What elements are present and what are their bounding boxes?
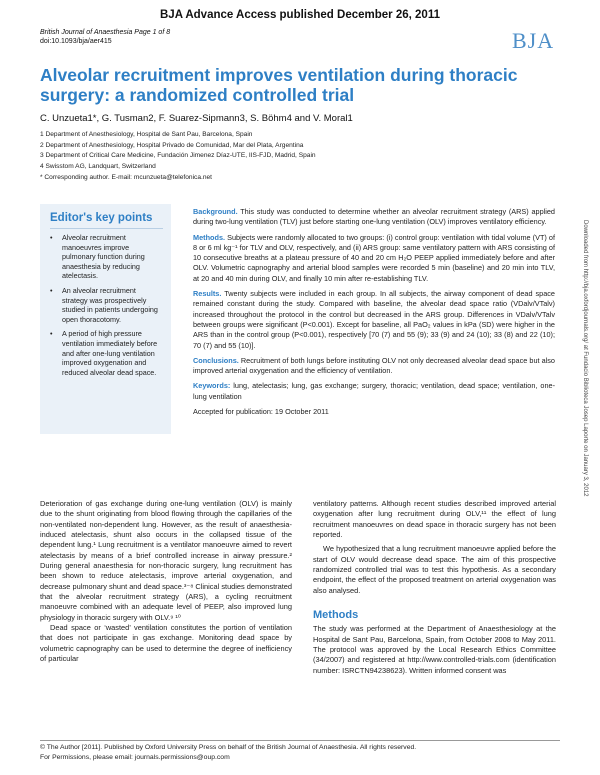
accepted-date: Accepted for publication: 19 October 2011 [193,407,329,417]
keywords-text: lung, atelectasis; lung, gas exchange; surgery, thoracic; ventilation, dead space; ventilation, one-lung ventilation [193,381,555,401]
key-points-heading: Editor's key points [50,212,153,224]
journal-info [40,28,170,46]
body-paragraph: Dead space or ‘wasted’ ventilation constitutes the portion of ventilation that does not participate in gas exchange. Monitoring dead space by volumetric capnography can be used to determine the degree of inefficiency of particular [40,623,292,664]
abstract-methods [193,233,555,284]
abstract-methods-text: Subjects were randomly allocated to two groups: (i) control group: ventilation with tidal volume (VT) of 8 or 6 ml kg⁻¹ for TLV and OLV, respectively, and (ii) ARS group: same ventilatory pattern with ARS consisting of 10 consecutive breaths at a plateau pressure of 40 and 20 cm H₂O PEEP applied immediately before and after OLV. Volumetric capnography and arterial blood samples were recorded 5 min (baseline) and 20 min into TLV, at 20 and 40 min during OLV, and finally 10 min after re-establishing TLV. [193,232,556,283]
advance-access-banner: BJA Advance Access published December 26, 2011 [160,9,440,21]
article-title: Alveolar recruitment improves ventilation during thoracic surgery: a randomized controlled trial [40,65,518,105]
body-paragraph: Deterioration of gas exchange during one-lung ventilation (OLV) is mainly due to the shunt originating from blood flowing through the capillaries of the non-ventilated non-dependent lung. However, as the result of anaesthesia-induced atelectasis, shunt also occurs in the collapsed tissue of the dependent lung.¹ Lung recruitment is a ventilator manoeuvre aimed to revert atelectasis by means of a brief controlled increase in airway pressure.² During general anaesthesia for non-thoracic surgery, lung recruitment has been shown to reduce atelectasis, improve arterial oxygenation, and decrease pulmonary shunt and dead space.³⁻⁸ Clinical studies demonstrated that the alveolar recruitment strategy (ARS), a cycling recruitment manoeuvre combined with an adequate level of PEEP, also improved lung physiology in thoracic surgery with OLV.⁹ ¹⁰ [40,499,292,622]
body-paragraph: The study was performed at the Department of Anaesthesiology at the Hospital de Sant Pau, Barcelona, Spain, from October 2008 to May 2011. The protocol was approved by the Local Research Ethics Committee (34/2007) and registered at http://www.controlled-trials.com (identification number: ISRCTN94238623). Written informed consent was [313,624,556,675]
key-point: • A period of high pressure ventilation immediately before and after one-lung ventilation improved oxygenation and reduced alveolar dead space. [50,329,163,377]
abstract [193,207,555,422]
abstract-background-label: Background. [193,207,238,216]
footer-divider [40,740,560,741]
abstract-conclusions [193,356,555,377]
methods-heading: Methods [313,609,359,622]
keywords [193,381,555,402]
author-list: C. Unzueta1*, G. Tusman2, F. Suarez-Sipmann3, S. Böhm4 and V. Moral1 [40,113,353,124]
abstract-background-text: This study was conducted to determine whether an alveolar recruitment strategy (ARS) applied during two-lung ventilation (TLV) just before starting one-lung ventilation (OLV) improves ventilatory efficiency. [193,207,555,227]
affiliation-4: 4 Swisstom AG, Landquart, Switzerland [40,163,156,171]
key-point: • Alveolar recruitment manoeuvres improve pulmonary function during anaesthesia by reducing atelectasis. [50,228,163,281]
key-point: • An alveolar recruitment strategy was prospectively studied in patients undergoing open thoracotomy. [50,286,163,324]
body-column-left [40,499,292,665]
footer [40,740,560,763]
permissions-line: For Permissions, please email: journals.permissions@oup.com [40,754,230,761]
doi-line: doi:10.1093/bja/aer415 [40,38,112,45]
body-paragraph: ventilatory patterns. Although recent studies described improved arterial oxygenation after lung recruitment during OLV,¹¹ the effect of lung recruitment manoeuvres on dead space in thoracic surgery has not been reported. [313,499,556,540]
abstract-background [193,207,555,228]
abstract-results-text: Twenty subjects were included in each group. In all subjects, the airway component of dead space remained constant during the study. Compared with baseline, the alveolar dead space ratio (VDalv/VTalv) increased throughout the protocol in the control but decreased in the ARS group. Differences in VDalv/VTalv between groups were significant (P<0.001). Except for baseline, all PaO₂ values in kPa (SD) were higher in the ARS than in the control group (P<0.001), respectively [70 (7) and 55 (9); 33 (9) and 24 (10); 33 (8) and 22 (10); 70 (7) and 55 (10)]. [193,289,555,350]
corresponding-author: * Corresponding author. E-mail: mcunzueta@telefonica.net [40,173,212,181]
affiliation-2: 2 Department of Anesthesiology, Hospital Privado de Comunidad, Mar del Plata, Argentina [40,141,304,149]
abstract-results [193,289,555,351]
abstract-conclusions-text: Recruitment of both lungs before instituting OLV not only decreased alveolar dead space but also improved arterial oxygenation and the efficiency of ventilation. [193,355,555,376]
affiliation-1: 1 Department of Anesthesiology, Hospital de Sant Pau, Barcelona, Spain [40,131,253,138]
keywords-label: Keywords: [193,381,231,391]
body-column-right [313,499,556,676]
body-paragraph: We hypothesized that a lung recruitment manoeuvre applied before the start of OLV would decrease dead space. The aim of this prospective randomized controlled trial was to test this hypothesis. As a secondary endpoint, the effect of the proposed treatment on arterial oxygenation was also analysed. [313,544,556,595]
key-points-list [50,228,163,377]
journal-page-line: British Journal of Anaesthesia Page 1 of 8 [40,29,171,36]
copyright-line: © The Author [2011]. Published by Oxford University Press on behalf of the British Journal of Anaesthesia. All rights reserved. [40,744,417,751]
abstract-methods-label: Methods. [193,232,226,242]
bja-logo: BJA [512,28,555,53]
abstract-results-label: Results. [193,289,222,299]
affiliation-3: 3 Department of Critical Care Medicine, Fundación Jimenez Díaz-UTE, IIS-FJD, Madrid, Spain [40,152,316,160]
download-watermark: Downloaded from http://bja.oxfordjournals.org/ at Fundacio Biblioteca Josep Laporte on January 3, 2012 [582,220,588,497]
key-points-box [40,204,171,434]
affiliations [40,130,316,184]
abstract-conclusions-label: Conclusions. [193,355,239,365]
